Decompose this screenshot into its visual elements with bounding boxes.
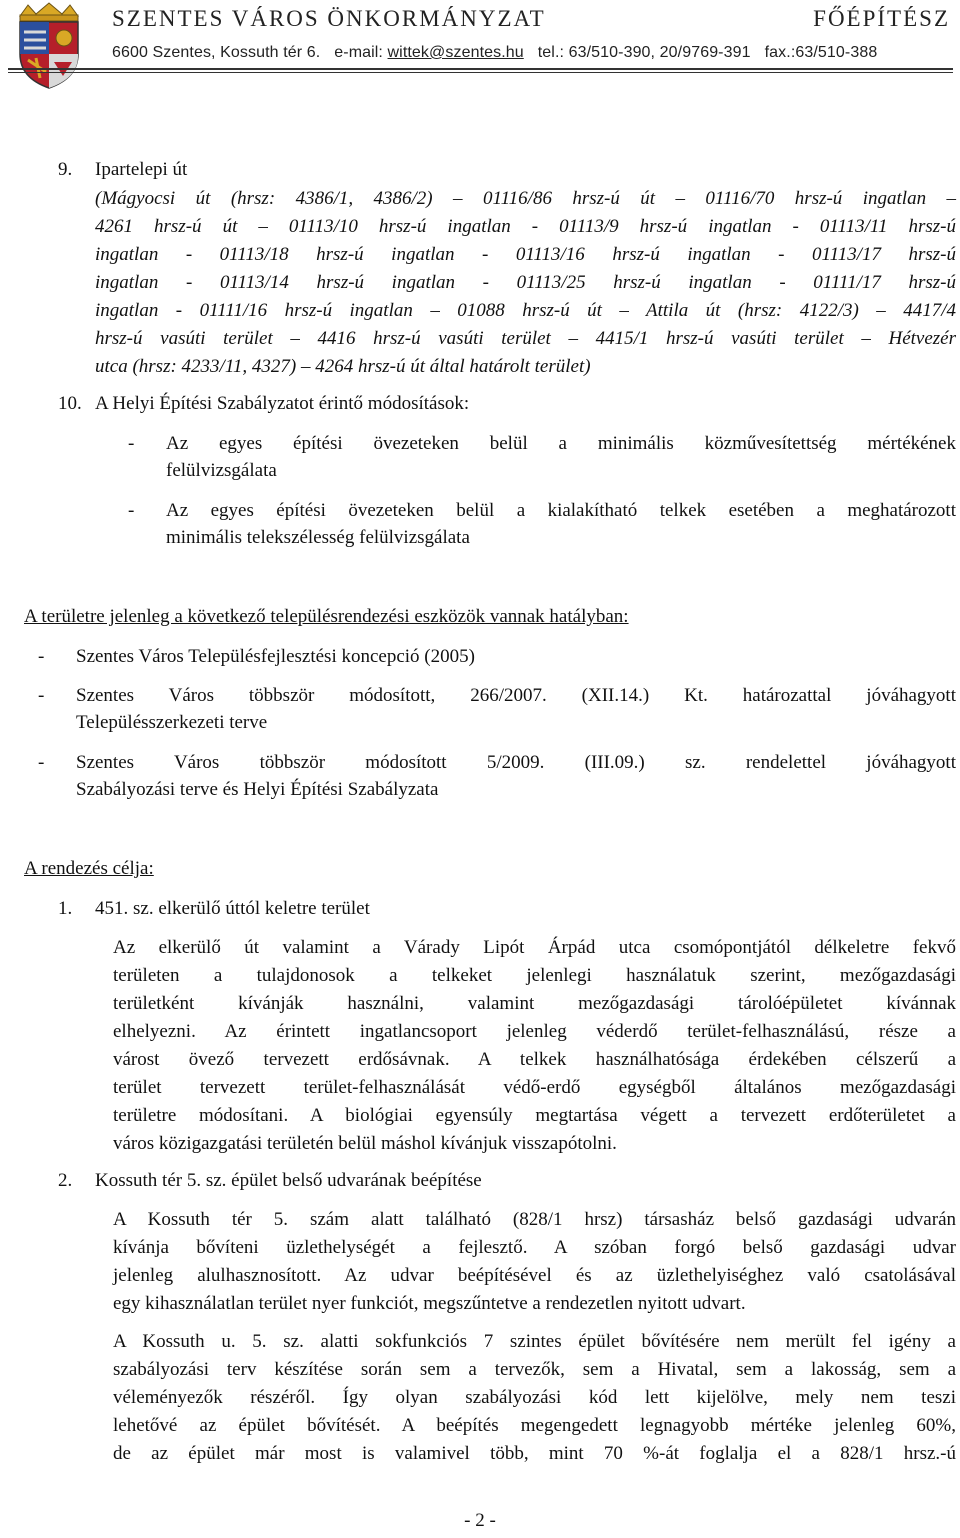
goal-2-line: kívánja bővíteni üzlethelységét a fejlesztő. A szóban forgó belső gazdasági udvar <box>113 1237 956 1258</box>
goal-2-line: A Kossuth tér 5. szám alatt található (828/1 hrsz) társasház belső gazdasági udvarán <box>113 1209 956 1230</box>
item-9-line-5: ingatlan - 01111/16 hrsz-ú ingatlan – 01088 hrsz-ú út – Attila út (hrsz: 4122/3) – 4417/4 <box>95 300 956 321</box>
organization-name: SZENTES VÁROS ÖNKORMÁNYZAT <box>112 6 546 31</box>
goal-2-line: szabályozási terv készítése során sem a tervezők, sem a Hivatal, sem a lakosság, sem a <box>113 1359 956 1380</box>
email-link[interactable]: wittek@szentes.hu <box>387 44 524 61</box>
goal-item-2-title: Kossuth tér 5. sz. épület belső udvarának beépítése <box>95 1170 482 1191</box>
list-item: Szentes Város többször módosított 5/2009. (III.09.) sz. rendelettel jóváhagyott <box>76 752 956 773</box>
goal-1-line: területre módosítani. A biológiai egyensúly megtartása végett a tervezett erdőterületet a <box>113 1105 956 1126</box>
goal-2-line: lehetővé az épület bővítését. A beépítés megengedett legnagyobb mértéke jelenleg 60%, <box>113 1415 956 1436</box>
list-item: Településszerkezeti terve <box>76 712 268 733</box>
goal-item-2-number: 2. <box>58 1170 73 1191</box>
list-dash: - <box>38 646 45 667</box>
contact-line <box>112 44 877 62</box>
goal-2-line: egy kihasználatlan terület nyer funkciót, megszűntetve a rendezetlen nyitott udvart. <box>113 1293 746 1314</box>
goal-heading: A rendezés célja: <box>24 858 154 879</box>
instruments-heading: A területre jelenleg a következő településrendezési eszközök vannak hatályban: <box>24 606 629 627</box>
header-rule-thin <box>8 72 953 73</box>
goal-1-line: területként kívánják használni, valamint mezőgazdasági tárolóépületet kívánnak <box>113 993 956 1014</box>
item-9-line-3: ingatlan - 01113/18 hrsz-ú ingatlan - 01113/16 hrsz-ú ingatlan - 01113/17 hrsz-ú <box>95 244 956 265</box>
goal-2-line: jelenleg alulhasznosított. Az udvar beépítésével és az üzlethelyiséghez való csatolásával <box>113 1265 956 1286</box>
bullet-line: Az egyes építési övezeteken belül a kialakítható telkek esetében a meghatározott <box>166 500 956 521</box>
item-9-line-4: ingatlan - 01113/14 hrsz-ú ingatlan - 01113/25 hrsz-ú ingatlan - 01111/17 hrsz-ú <box>95 272 956 293</box>
item-10-number: 10. <box>58 393 82 414</box>
page-number: - 2 - <box>464 1510 496 1531</box>
address: 6600 Szentes, Kossuth tér 6. <box>112 44 321 61</box>
goal-1-line: elhelyezni. Az érintett ingatlancsoport jelenleg véderdő terület-felhasználású, része a <box>113 1021 956 1042</box>
header-rule <box>8 68 953 70</box>
list-item: Szentes Város Településfejlesztési koncepció (2005) <box>76 646 475 667</box>
item-9-number: 9. <box>58 159 73 180</box>
email-label: e-mail: <box>334 44 383 61</box>
list-dash: - <box>38 752 45 773</box>
goal-2-line: véleményezők részéről. Így olyan szabályozási kód lett kijelölve, mely nem teszi <box>113 1387 956 1408</box>
list-item: Szabályozási terve és Helyi Építési Szabályzata <box>76 779 439 800</box>
phone: tel.: 63/510-390, 20/9769-391 <box>537 44 751 61</box>
bullet-line: Az egyes építési övezeteken belül a minimális közművesítettség mértékének <box>166 433 956 454</box>
bullet-line: felülvizsgálata <box>166 460 277 481</box>
city-coat-of-arms <box>6 2 92 90</box>
item-9-line-7: utca (hrsz: 4233/11, 4327) – 4264 hrsz-ú út által határolt terület) <box>95 356 591 377</box>
goal-1-line: várost övező tervezett erdősávnak. A telkek használhatósága érdekében célszerű a <box>113 1049 956 1070</box>
item-9-line-2: 4261 hrsz-ú út – 01113/10 hrsz-ú ingatlan - 01113/9 hrsz-ú ingatlan - 01113/11 hrsz-ú <box>95 216 956 237</box>
list-item: Szentes Város többször módosított, 266/2007. (XII.14.) Kt. határozattal jóváhagyott <box>76 685 956 706</box>
item-9-line-1: (Mágyocsi út (hrsz: 4386/1, 4386/2) – 01116/86 hrsz-ú út – 01116/70 hrsz-ú ingatlan – <box>95 188 956 209</box>
item-9-line-6: hrsz-ú vasúti terület – 4416 hrsz-ú vasúti terület – 4415/1 hrsz-ú vasúti terület – Hétvezér <box>95 328 956 349</box>
goal-1-line: város közigazgatási területén belül máshol kívánjuk visszapótolni. <box>113 1133 617 1154</box>
goal-1-line: terület tervezett terület-felhasználását védő-erdő egységből általános mezőgazdasági <box>113 1077 956 1098</box>
office-title: FŐÉPÍTÉSZ <box>813 6 950 31</box>
goal-2-line: de az épület már most is valamivel több, mint 70 %-át foglalja el a 828/1 hrsz.-ú <box>113 1443 956 1464</box>
bullet-dash: - <box>128 500 135 521</box>
goal-1-line: Az elkerülő út valamint a Várady Lipót Árpád utca csomópontjától délkeletre fekvő <box>113 937 956 958</box>
item-9-title: Ipartelepi út <box>95 159 188 180</box>
goal-item-1-number: 1. <box>58 898 73 919</box>
item-10-title: A Helyi Építési Szabályzatot érintő módosítások: <box>95 393 470 414</box>
bullet-line: minimális telekszélesség felülvizsgálata <box>166 527 470 548</box>
list-dash: - <box>38 685 45 706</box>
goal-1-line: területen a tulajdonosok a telkeket jelenlegi használatuk szerint, mezőgazdasági <box>113 965 956 986</box>
bullet-dash: - <box>128 433 135 454</box>
goal-2-line: A Kossuth u. 5. sz. alatti sokfunkciós 7 szintes épület bővítésére nem merült fel igény a <box>113 1331 956 1352</box>
goal-item-1-title: 451. sz. elkerülő úttól keletre terület <box>95 898 370 919</box>
fax: fax.:63/510-388 <box>764 44 878 61</box>
